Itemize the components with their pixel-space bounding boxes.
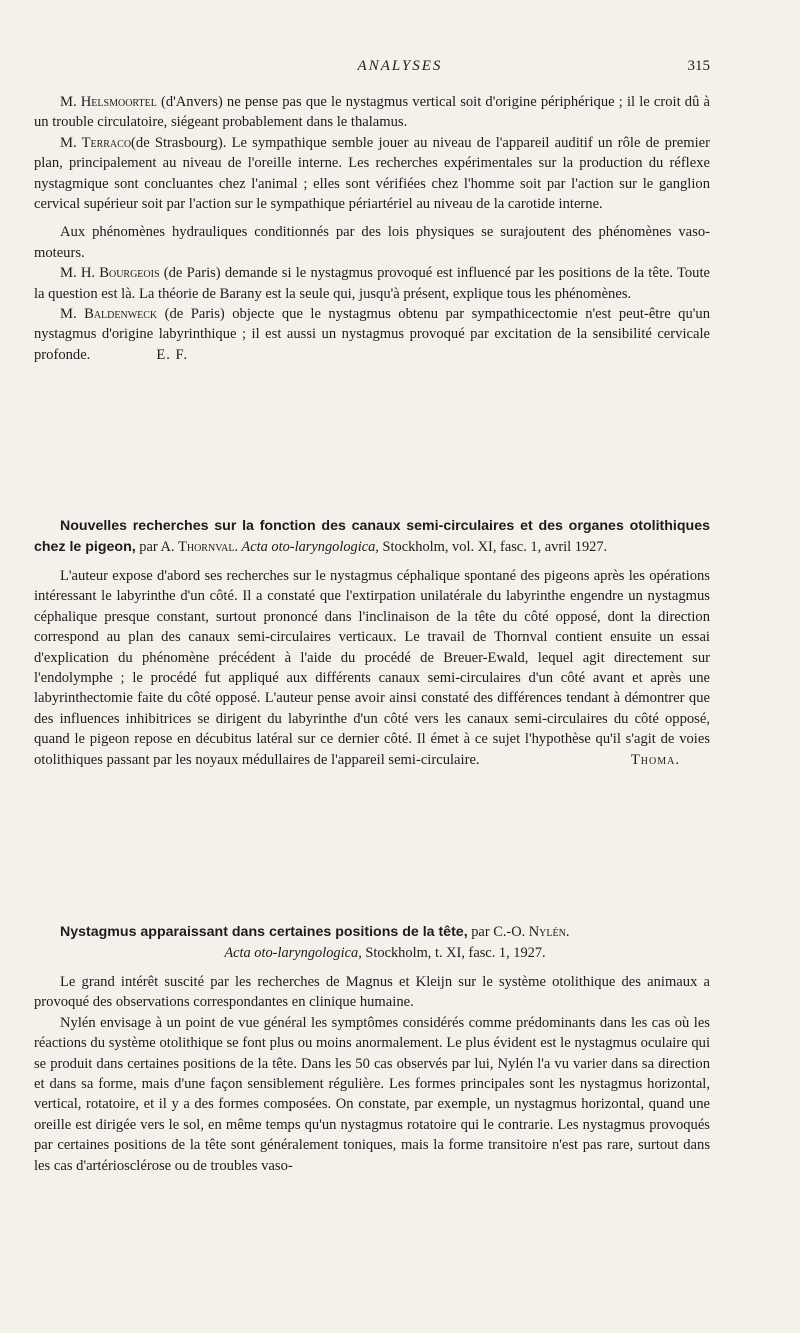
paragraph-text: (de Paris) objecte que le nystagmus obtenu par sympathicectomie n'est peut-être qu'un nystagmus d'origine labyrinthique ; il est aussi un nystagmus provoqué par excitation de la sensibilité cervicale profonde. xyxy=(34,306,710,363)
article-author: C.-O. Nylén. xyxy=(493,924,570,940)
page-header xyxy=(0,58,800,80)
journal-name: Acta oto-laryngologica, xyxy=(224,945,362,961)
speaker-name: M. H. Bourgeois xyxy=(60,265,160,282)
article-heading: Nouvelles recherches sur la fonction des canaux semi-circulaires et des organes otolithiques chez le pigeon, par A. Thornval. Acta oto-laryngologica, Stockholm, vol. XI, fasc. 1, avril 1927. xyxy=(34,518,710,555)
article-paragraph-1: Le grand intérêt suscité par les recherches de Magnus et Kleijn sur le système otolithique des animaux a provoqué des observations correspondantes en clinique humaine. xyxy=(34,974,710,1011)
signature: E. F. xyxy=(156,346,189,363)
article-author: Thornval. xyxy=(178,539,239,555)
speaker-name: M. Terraco xyxy=(60,134,132,151)
article-paragraph-2: Nylén envisage à un point de vue général les symptômes considérés comme prédominants dans les cas où les réactions du système otolithique se font plus ou moins anormalement. Le plus évident est le nystagmus oculaire qui se produit dans certaines positions de la tête. Dans les 50 cas observés par lui, Nylén l'a vu varier dans sa direction et dans sa forme, mais d'une façon sensiblement régulière. Les formes principales sont les nystagmus horizontal, vertical, rotatoire, et il y a des formes composées. On constate, par exemple, un nystagmus horizontal, quand une oreille est dirigée vers le sol, en même temps qu'un nystagmus rotatoire qui le contrarie. Les nystagmus provoqués par certaines positions de la tête sont généralement toniques, mais la forme transitoire n'est pas rare, surtout dans les cas d'artériosclérose ou de troubles vaso- xyxy=(34,1014,710,1174)
paragraph-text: (de Strasbourg). Le sympathique semble jouer au niveau de l'appareil auditif un rôle de premier plan, principalement au niveau de l'oreille interne. Les recherches expérimentales sur la production du réflexe nystagmique sont concluantes chez l'animal ; elles sont vérifiées chez l'homme soit par l'action sur le ganglion cervical supérieur soit par l'action sur le sympathique périartériel au niveau de la carotide interne. xyxy=(34,134,710,213)
article-title: Nystagmus apparaissant dans certaines positions de la tête, xyxy=(60,924,468,940)
signature: Thoma. xyxy=(630,751,680,768)
article-heading: Nystagmus apparaissant dans certaines positions de la tête, par C.-O. Nylén. Acta oto-laryngologica, Stockholm, t. XI, fasc. 1, 1927. xyxy=(60,924,570,961)
journal-ref: Stockholm, t. XI, fasc. 1, 1927. xyxy=(361,945,546,961)
paragraph-text: (d'Anvers) ne pense pas que le nystagmus vertical soit d'origine périphérique ; il le croit dû à un trouble circulatoire, siégeant probablement dans le thalamus. xyxy=(34,94,710,131)
article-title: Nouvelles recherches sur la fonction des canaux semi-circulaires et des organes otolithiques chez le pigeon, xyxy=(34,518,710,555)
paragraph-terraco xyxy=(34,133,710,215)
paragraph-text: (de Paris) demande si le nystagmus provoqué est influencé par les positions de la tête. Toute la question est là. La théorie de Barany est la seule qui, jusqu'à présent, explique tous les phénomènes. xyxy=(34,265,710,302)
article-thornval xyxy=(34,516,710,770)
journal-name: Acta oto-laryngologica, xyxy=(238,539,379,555)
paragraph-helsmoortel xyxy=(34,92,710,133)
journal-ref: Stockholm, vol. XI, fasc. 1, avril 1927. xyxy=(378,539,608,555)
speaker-name: M. Baldenweck xyxy=(60,306,158,323)
page-number: 315 xyxy=(687,58,710,74)
article-nylen xyxy=(34,922,710,1176)
discussion-section xyxy=(34,92,710,365)
paragraph-bourgeois xyxy=(34,263,710,304)
speaker-name: M. Helsmoortel xyxy=(60,94,157,110)
paragraph-baldenweck xyxy=(34,304,710,365)
paragraph-phenomenes: Aux phénomènes hydrauliques conditionnés par des lois physiques se surajoutent des phénomènes vaso-moteurs. xyxy=(34,224,710,261)
article-body: L'auteur expose d'abord ses recherches sur le nystagmus céphalique spontané des pigeons après les opérations intéressant le labyrinthe d'un côté. Il a constaté que l'extirpation unilatérale du labyrinthe engendre un nystagmus céphalique presque constant, surtout prononcé dans l'inclinaison de la tête du côté opposé, dont la direction correspond au plan des canaux semi-circulaires verticaux. Le travail de Thornval contient ensuite un essai d'explication du phénomène précédent à l'aide du procédé de Breuer-Ewald, lequel agit directement sur l'endolymphe ; le procédé fut appliqué aux différents canaux semi-circulaires d'un côté avant et après une labyrinthectomie faite du côté opposé. L'auteur pense avoir ainsi constaté des différences tendant à démontrer que des influences inhibitrices se dirigent du labyrinthe d'un côté vers les canaux semi-circulaires du côté opposé, quand le pigeon repose en décubitus latéral sur ce dernier côté. Il émet à ce sujet l'hypothèse qu'il s'agit de voies otolithiques passant par les noyaux médullaires de l'appareil semi-circulaire. Thoma. xyxy=(34,566,710,770)
running-title: ANALYSES xyxy=(357,58,443,74)
